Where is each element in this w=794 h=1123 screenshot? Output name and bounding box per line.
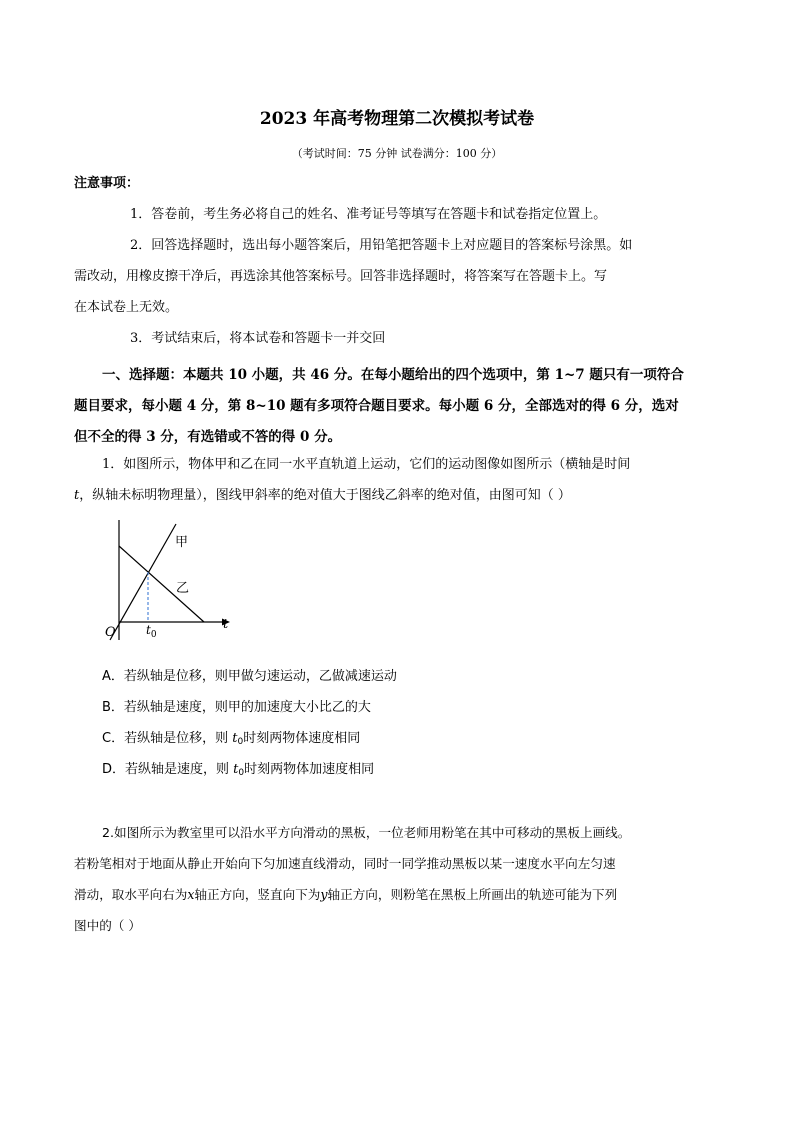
- notice-heading: 注意事项：: [74, 176, 140, 191]
- q1-option-c: [102, 727, 360, 746]
- page-title: 2023 年高考物理第二次模拟考试卷: [259, 109, 535, 129]
- q1-option-c-t0-sub: 0: [237, 737, 244, 747]
- section-1-line-3: 但不全的得 3 分，有选错或不答的得 0 分。: [74, 429, 342, 445]
- q1-option-d-t0: t: [233, 762, 239, 777]
- q1-option-d-text: D．若纵轴是速度，则: [102, 762, 234, 777]
- q2-stem-line-4: 图中的（ ）: [74, 918, 141, 933]
- q1-time-variable: t: [74, 488, 80, 503]
- label-yi: 乙: [176, 581, 190, 596]
- q2-line-3-text-c: 轴正方向，则粉笔在黑板上所画出的轨迹可能为下列: [327, 887, 618, 902]
- label-jia: 甲: [175, 535, 189, 550]
- q2-y-variable: y: [320, 887, 328, 902]
- section-1-line-1: 一、选择题：本题共 10 小题，共 46 分。在每小题给出的四个选项中，第 1~7 题只有一项符合: [102, 367, 684, 383]
- q1-stem-line-1: 1．如图所示，物体甲和乙在同一水平直轨道上运动，它们的运动图像如图所示（横轴是时间: [102, 457, 631, 472]
- q2-x-variable: x: [187, 887, 195, 902]
- line-yi: [119, 546, 204, 622]
- q1-motion-graph: [100, 518, 240, 648]
- t0-label: [146, 623, 157, 640]
- q2-stem-line-3: [74, 884, 617, 903]
- q1-option-d: [102, 758, 374, 777]
- q2-stem-line-1: 2.如图所示为教室里可以沿水平方向滑动的黑板，一位老师用粉笔在其中可移动的黑板上画线。: [102, 825, 631, 840]
- q1-option-d-text-end: 时刻两物体加速度相同: [244, 762, 375, 777]
- notice-item-1: 1．答卷前，考生务必将自己的姓名、准考证号等填写在答题卡和试卷指定位置上。: [130, 207, 607, 222]
- t0-label-base: t: [146, 623, 151, 637]
- t-axis-label: t: [223, 617, 229, 632]
- origin-label: O: [105, 625, 116, 640]
- q1-option-a: A．若纵轴是位移，则甲做匀速运动，乙做减速运动: [102, 669, 397, 684]
- q2-line-3-text-a: 滑动，取水平向右为: [74, 887, 188, 902]
- section-1-line-2: 题目要求，每小题 4 分，第 8~10 题有多项符合题目要求。每小题 6 分，全部选对的得 6 分，选对: [74, 398, 679, 414]
- notice-item-2-line-2: 需改动，用橡皮擦干净后，再选涂其他答案标号。回答非选择题时，将答案写在答题卡上。写: [74, 269, 608, 284]
- q1-stem-line-2-text: ，纵轴未标明物理量），图线甲斜率的绝对值大于图线乙斜率的绝对值，由图可知（ ）: [79, 488, 571, 503]
- notice-item-2-line-1: 2．回答选择题时，选出每小题答案后，用铅笔把答题卡上对应题目的答案标号涂黑。如: [130, 238, 633, 253]
- q1-option-d-t0-sub: 0: [238, 768, 245, 778]
- q1-option-c-t0: t: [232, 731, 238, 746]
- exam-info: （考试时间：75 分钟 试卷满分：100 分）: [291, 147, 503, 160]
- q1-option-b: B．若纵轴是速度，则甲的加速度大小比乙的大: [102, 700, 371, 715]
- notice-item-2-line-3: 在本试卷上无效。: [74, 300, 179, 315]
- q2-line-3-text-b: 轴正方向，竖直向下为: [194, 887, 321, 902]
- notice-item-3: 3．考试结束后，将本试卷和答题卡一并交回: [130, 331, 386, 346]
- q2-stem-line-2: 若粉笔相对于地面从静止开始向下匀加速直线滑动，同时一同学推动黑板以某一速度水平向左匀速: [74, 856, 616, 871]
- q1-option-c-text-end: 时刻两物体速度相同: [243, 731, 361, 746]
- q1-stem-line-2: [74, 488, 571, 504]
- q1-option-c-text: C．若纵轴是位移，则: [102, 731, 233, 746]
- t0-label-sub: 0: [150, 630, 157, 640]
